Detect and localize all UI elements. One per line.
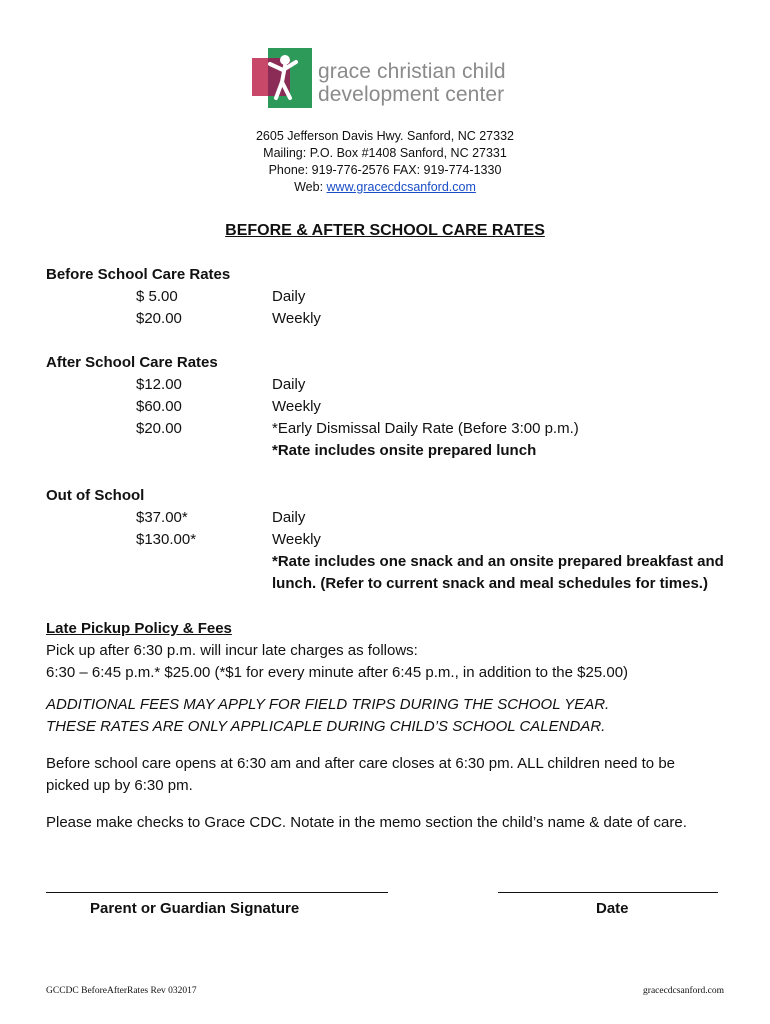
rate-amount: $37.00* (136, 509, 188, 526)
date-line[interactable] (498, 892, 718, 893)
logo-line-1: grace christian child (318, 60, 506, 83)
rate-note-line-1: *Rate includes one snack and an onsite prepared breakfast and (272, 553, 724, 570)
hours-line-2: picked up by 6:30 pm. (46, 777, 193, 794)
after-school-section (46, 352, 579, 462)
address-block (0, 128, 770, 196)
late-pickup-line-2: 6:30 – 6:45 p.m.* $25.00 (*$1 for every minute after 6:45 p.m., in addition to the $25.00) (46, 664, 629, 681)
rate-label: Daily (272, 376, 306, 393)
rate-row (46, 507, 306, 529)
parent-signature-label: Parent or Guardian Signature (90, 900, 300, 917)
website-link[interactable]: www.gracecdcsanford.com (326, 180, 476, 194)
rate-row (46, 396, 321, 418)
rate-row (46, 374, 306, 396)
rate-amount: $60.00 (136, 398, 182, 415)
rate-label: Daily (272, 288, 306, 305)
out-of-school-heading: Out of School (46, 487, 145, 504)
rate-label: Weekly (272, 531, 321, 548)
rate-row (46, 418, 579, 440)
hours-line-1: Before school care opens at 6:30 am and after care closes at 6:30 pm. ALL children need to be (46, 755, 676, 772)
rate-note-row (46, 551, 724, 573)
before-school-heading: Before School Care Rates (46, 266, 231, 283)
rate-label: *Early Dismissal Daily Rate (Before 3:00 p.m.) (272, 420, 579, 437)
web-line (0, 179, 770, 196)
street-address: 2605 Jefferson Davis Hwy. Sanford, NC 27332 (255, 129, 514, 143)
rate-note-line-2: lunch. (Refer to current snack and meal schedules for times.) (272, 575, 708, 592)
mailing-address: Mailing: P.O. Box #1408 Sanford, NC 27331 (263, 146, 507, 160)
footer-revision: GCCDC BeforeAfterRates Rev 032017 (46, 986, 197, 996)
web-prefix: Web: (294, 180, 327, 194)
parent-signature-line[interactable] (46, 892, 388, 893)
rate-amount: $ 5.00 (136, 288, 178, 305)
late-pickup-heading: Late Pickup Policy & Fees (46, 620, 232, 637)
checks-note: Please make checks to Grace CDC. Notate in the memo section the child’s name & date of care. (46, 814, 687, 831)
rate-label: Weekly (272, 398, 321, 415)
rate-amount: $130.00* (136, 531, 197, 548)
after-school-heading: After School Care Rates (46, 354, 218, 371)
rate-amount: $12.00 (136, 376, 182, 393)
rate-note: *Rate includes onsite prepared lunch (272, 442, 537, 459)
additional-fees-line-1: ADDITIONAL FEES MAY APPLY FOR FIELD TRIPS DURING THE SCHOOL YEAR. (46, 696, 610, 713)
phone-fax: Phone: 919-776-2576 FAX: 919-774-1330 (268, 163, 502, 177)
logo-wordmark (318, 60, 506, 106)
date-label: Date (596, 900, 629, 917)
out-of-school-section (46, 485, 724, 595)
hours-note (46, 753, 746, 797)
rate-label: Weekly (272, 310, 321, 327)
rate-row (46, 286, 306, 308)
late-pickup-line-1: Pick up after 6:30 p.m. will incur late charges as follows: (46, 642, 418, 659)
before-school-section (46, 264, 321, 330)
additional-fees-note (46, 694, 746, 738)
additional-fees-line-2: THESE RATES ARE ONLY APPLICAPLE DURING CHILD’S SCHOOL CALENDAR. (46, 718, 606, 735)
page-title: BEFORE & AFTER SCHOOL CARE RATES (225, 222, 545, 239)
rate-note-row (46, 440, 537, 462)
rate-label: Daily (272, 509, 306, 526)
rate-note-row (46, 573, 708, 595)
rate-amount: $20.00 (136, 420, 182, 437)
rate-amount: $20.00 (136, 310, 182, 327)
rate-row (46, 308, 321, 330)
footer-website: gracecdcsanford.com (643, 986, 724, 996)
logo-line-2: development center (318, 83, 505, 106)
late-pickup-section (46, 618, 746, 684)
rate-row (46, 529, 321, 551)
